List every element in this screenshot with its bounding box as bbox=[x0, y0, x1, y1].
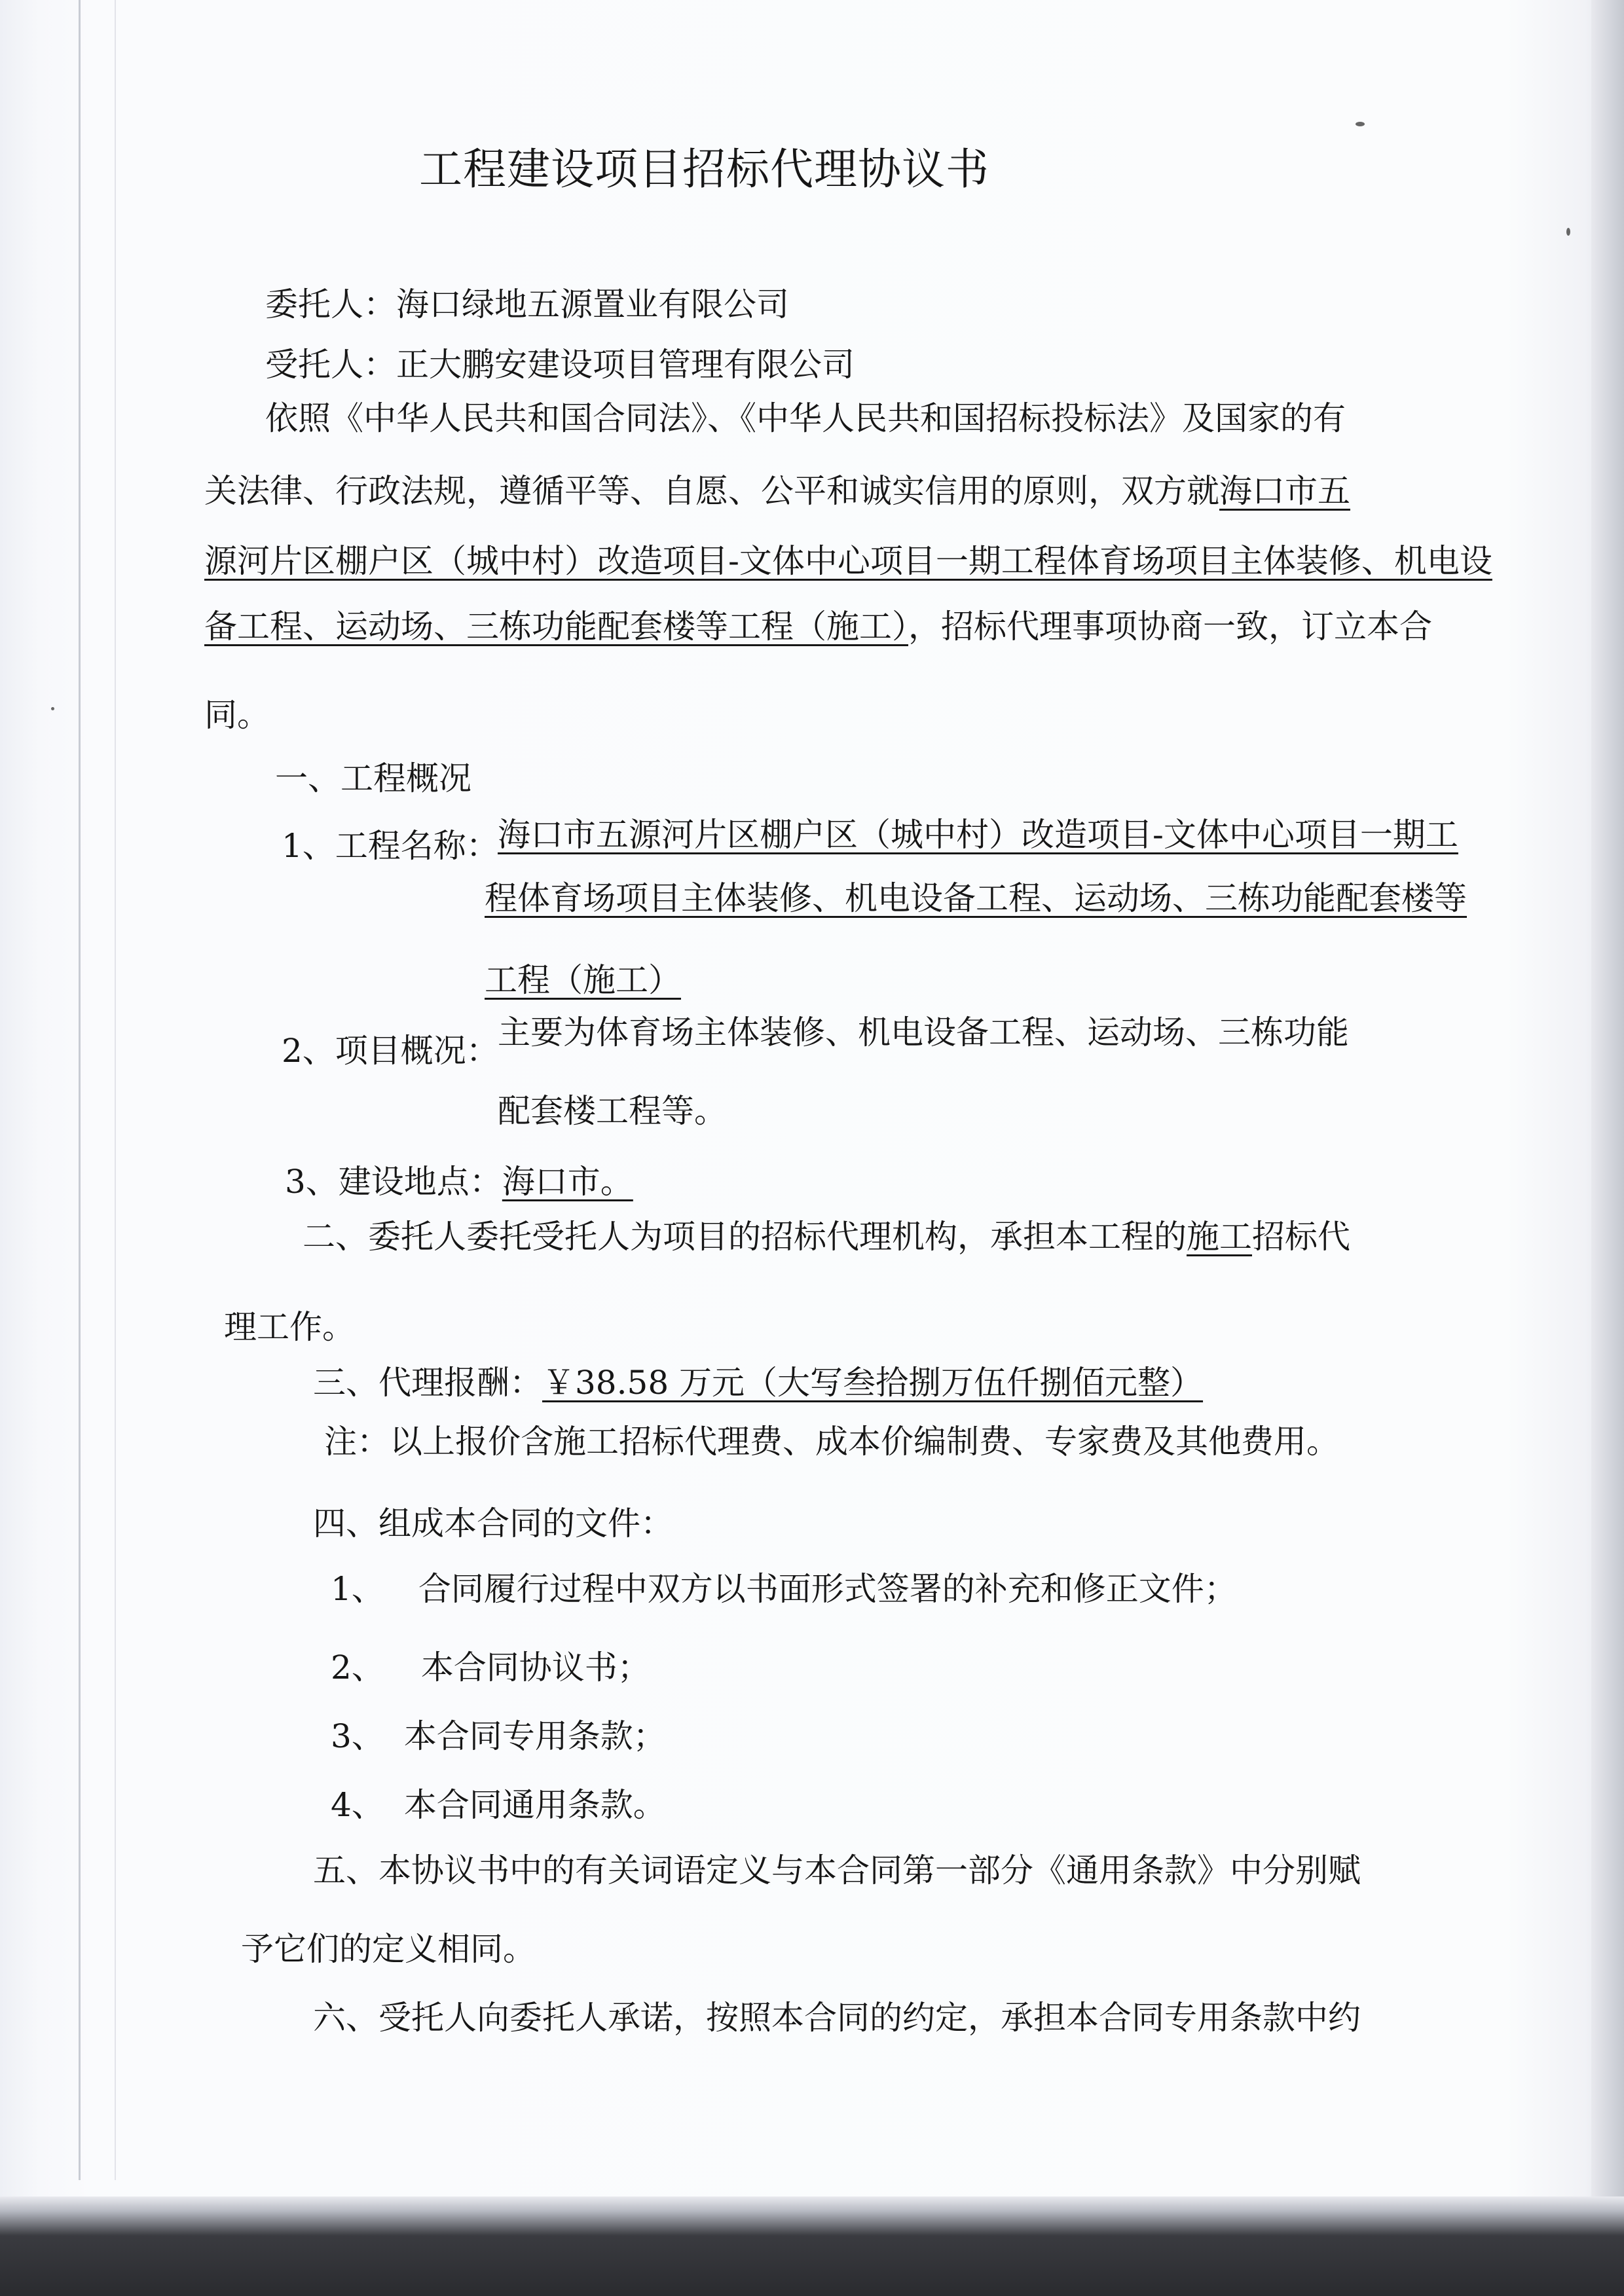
principal-label: 委托人： bbox=[265, 285, 396, 323]
section-2-line-1 bbox=[303, 1219, 1350, 1255]
contract-doc-4 bbox=[331, 1787, 666, 1823]
contract-doc-num: 2、 bbox=[331, 1649, 384, 1686]
scan-speck bbox=[1356, 122, 1365, 126]
section-5-line-2: 予它们的定义相同。 bbox=[241, 1930, 536, 1968]
section-3-line bbox=[313, 1365, 1203, 1401]
contract-doc-num: 3、 bbox=[331, 1717, 384, 1755]
contract-doc-text: 本合同协议书； bbox=[420, 1649, 650, 1686]
fee-label: 三、代理报酬： bbox=[313, 1364, 542, 1402]
project-name-line-2: 程体育场项目主体装修、机电设备工程、运动场、三栋功能配套楼等 bbox=[485, 879, 1467, 917]
project-name-line-3: 工程（施工） bbox=[485, 961, 681, 999]
principal-line bbox=[265, 287, 789, 323]
scan-speck bbox=[1566, 228, 1570, 236]
section-2-line-2: 理工作。 bbox=[224, 1308, 355, 1346]
location-value: 海口市。 bbox=[502, 1163, 633, 1201]
page-right-edge bbox=[1591, 0, 1624, 2296]
contract-doc-3 bbox=[331, 1719, 666, 1755]
fee-note: 注：以上报价含施工招标代理费、成本价编制费、专家费及其他费用。 bbox=[324, 1423, 1339, 1461]
agent-name: 正大鹏安建设项目管理有限公司 bbox=[396, 346, 855, 384]
contract-doc-num: 4、 bbox=[331, 1786, 384, 1824]
contract-doc-2 bbox=[331, 1650, 650, 1686]
contract-doc-1 bbox=[331, 1571, 1237, 1607]
document-title: 工程建设项目招标代理协议书 bbox=[419, 144, 989, 194]
principal-name: 海口绿地五源置业有限公司 bbox=[396, 285, 789, 323]
agent-label: 受托人： bbox=[265, 346, 396, 384]
project-name-label: 1、工程名称： bbox=[282, 827, 499, 865]
section-4-heading: 四、组成本合同的文件： bbox=[313, 1504, 673, 1542]
intro-line-4-text: ，招标代理事项协商一致，订立本合 bbox=[908, 608, 1432, 646]
contract-doc-text: 本合同通用条款。 bbox=[403, 1786, 666, 1824]
intro-line-5: 同。 bbox=[204, 696, 270, 734]
fee-value: ￥38.58 万元（大写叁拾捌万伍仟捌佰元整） bbox=[542, 1364, 1204, 1402]
contract-doc-text: 本合同专用条款； bbox=[403, 1717, 666, 1755]
project-overview-line-1: 主要为体育场主体装修、机电设备工程、运动场、三栋功能 bbox=[498, 1013, 1349, 1051]
project-name-start: 海口市五 bbox=[1219, 472, 1350, 510]
project-name-end: 备工程、运动场、三栋功能配套楼等工程（施工） bbox=[204, 608, 908, 646]
agent-line bbox=[265, 347, 855, 383]
section-2-text: 二、委托人委托受托人为项目的招标代理机构，承担本工程的 bbox=[303, 1218, 1187, 1256]
location-line bbox=[285, 1164, 633, 1200]
project-name-line-1: 海口市五源河片区棚户区（城中村）改造项目-文体中心项目一期工 bbox=[498, 816, 1458, 854]
section-5-line-1: 五、本协议书中的有关词语定义与本合同第一部分《通用条款》中分别赋 bbox=[313, 1851, 1361, 1889]
section-1-heading: 一、工程概况 bbox=[275, 759, 471, 797]
section-6-line-1: 六、受托人向委托人承诺，按照本合同的约定，承担本合同专用条款中约 bbox=[313, 1999, 1361, 2037]
contract-doc-num: 1、 bbox=[331, 1570, 384, 1608]
page-fold-shadow bbox=[115, 0, 116, 2180]
page-fold-line bbox=[79, 0, 81, 2180]
contract-doc-text: 合同履行过程中双方以书面形式签署的补充和修正文件； bbox=[418, 1570, 1237, 1608]
scan-speck bbox=[51, 707, 54, 710]
intro-line-2-text: 关法律、行政法规，遵循平等、自愿、公平和诚实信用的原则，双方就 bbox=[204, 472, 1219, 510]
intro-line-1: 依照《中华人民共和国合同法》、《中华人民共和国招标投标法》及国家的有 bbox=[265, 399, 1346, 437]
section-2-text-end: 招标代 bbox=[1252, 1218, 1350, 1256]
intro-line-3: 源河片区棚户区（城中村）改造项目-文体中心项目一期工程体育场项目主体装修、机电设 bbox=[204, 542, 1492, 580]
intro-line-4 bbox=[204, 609, 1432, 645]
scope-construction: 施工 bbox=[1187, 1218, 1252, 1256]
scanner-bottom-edge bbox=[0, 2196, 1624, 2296]
project-overview-line-2: 配套楼工程等。 bbox=[498, 1092, 727, 1130]
intro-line-2 bbox=[204, 473, 1350, 509]
project-overview-label: 2、项目概况： bbox=[282, 1032, 499, 1070]
location-label: 3、建设地点： bbox=[285, 1163, 502, 1201]
